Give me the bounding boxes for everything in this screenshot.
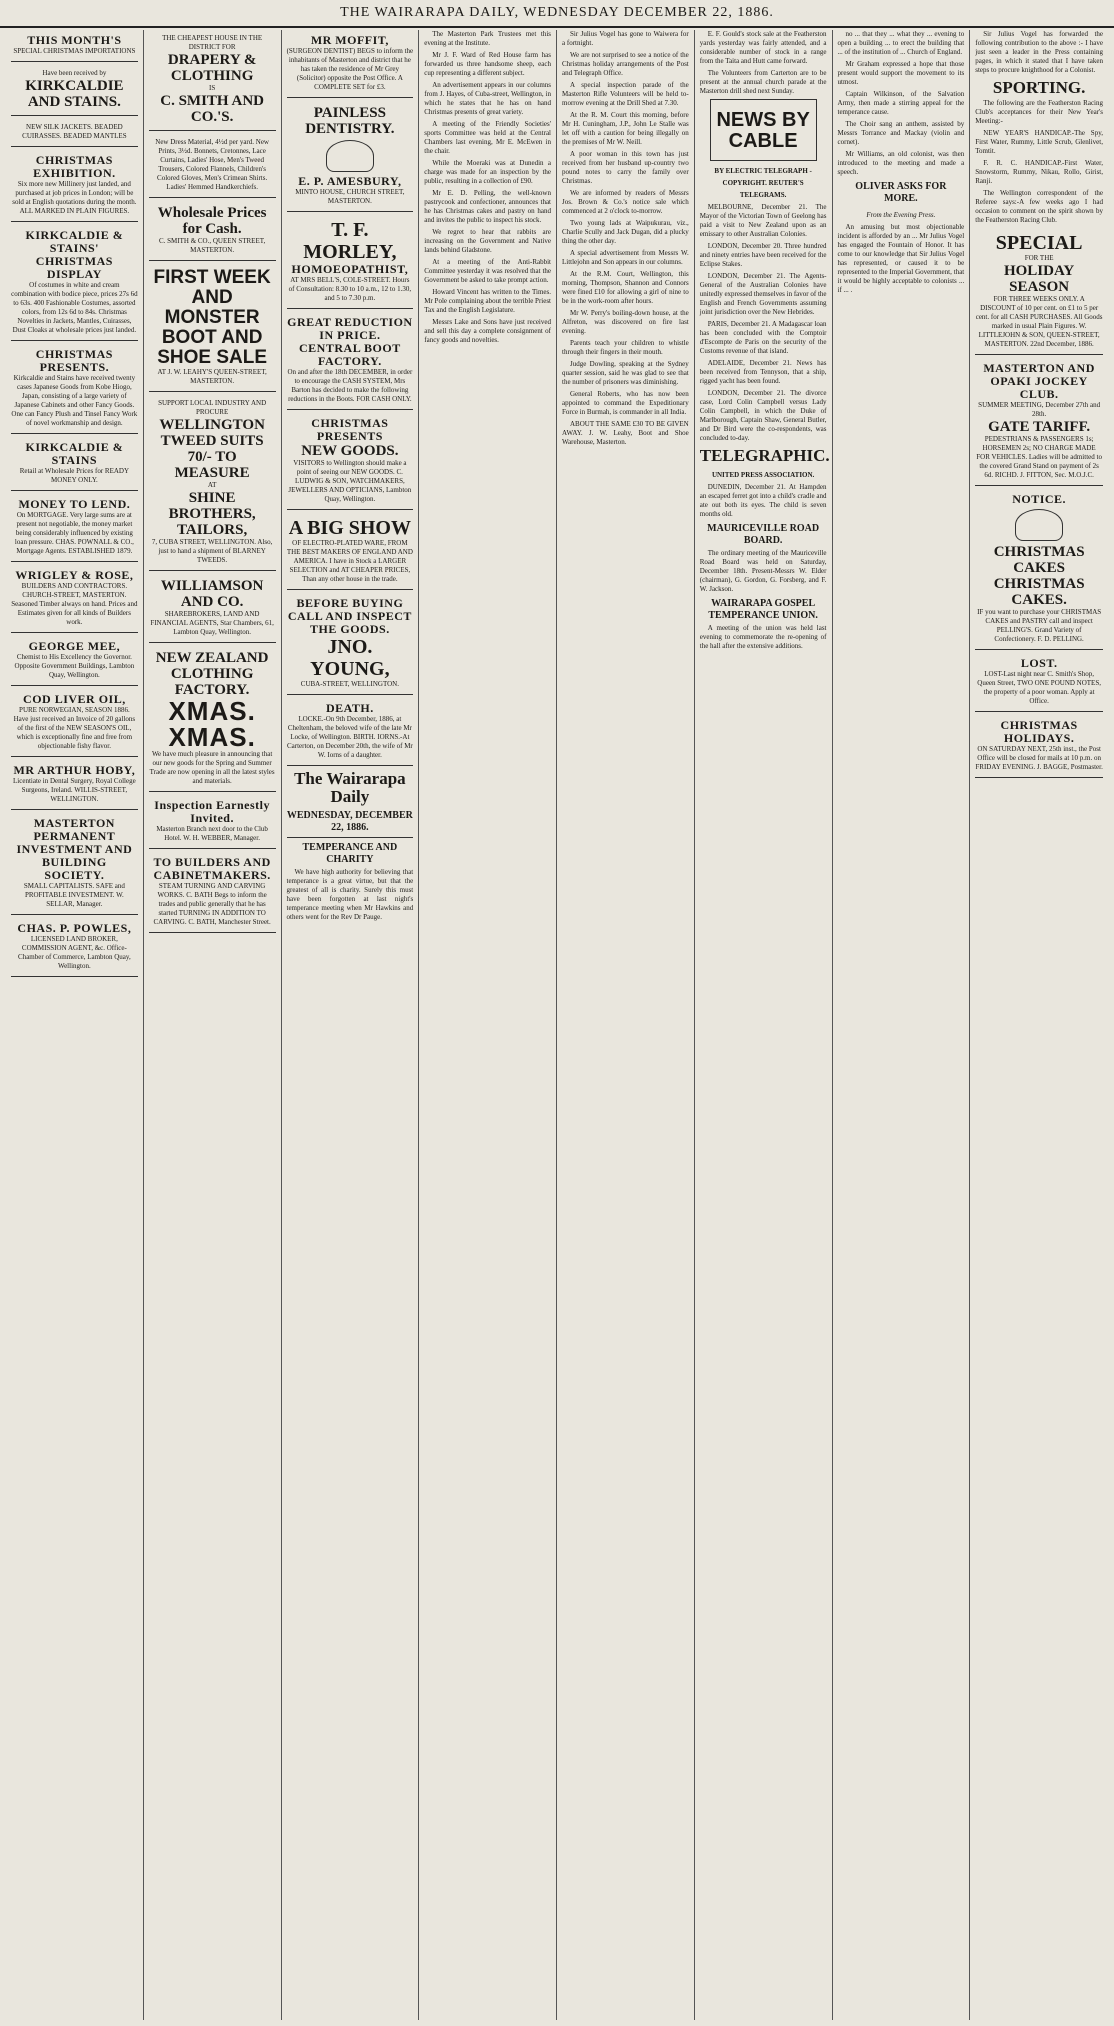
ad-body: IS [209,84,216,92]
news-item: Messrs Lake and Sons have just received and sell this day a complete consignment of fancy goods and novelties. [424,318,551,344]
ad-body: LICENSED LAND BROKER, COMMISSION AGENT, &c. Office-Chamber of Commerce, Lambton Quay, Wellington. [18,935,131,970]
news-item: The Masterton Park Trustees met this evening at the Institute. [424,30,551,47]
news-item: At the R.M. Court, Wellington, this morning, Thompson, Shannon and Connors were fined £10 for allowing a girl of nine to be in the work-room after hours. [562,270,689,305]
news-item: A special advertisement from Messrs W. Littlejohn and Son appears in our columns. [562,249,689,266]
ad-heading: THIS MONTH'S [27,33,122,47]
dateline: WEDNESDAY, DECEMBER 22, 1886. [286,810,413,833]
news-item: Judge Dowling, speaking at the Sydney quarter session, said he was glad to see that the number of prisoners was diminishing. [562,360,689,386]
column-1 [6,30,144,2020]
ad-heading: BEFORE BUYING CALL AND INSPECT THE GOODS. [287,596,412,636]
news-item: While the Moeraki was at Dunedin a charge was made for an inspection by the public, resulting in a collection of £90. [424,159,551,185]
ad-price-list [149,134,276,198]
ad-body: IF you want to purchase your CHRISTMAS CAKES and PASTRY call and inspect PELLING'S. Grand Variety of Confectionery. F. D. PELLING. [977,608,1102,643]
ad-heading: LOST. [1020,656,1058,670]
ad-chas-powles [11,918,138,977]
ad-heading: CHRISTMAS CAKES CHRISTMAS CAKES. [993,544,1085,608]
ad-body: CUBA-STREET, WELLINGTON. [300,680,399,688]
ad-body: (SURGEON DENTIST) BEGS to inform the inhabitants of Masterton and district that he has taken the residence of Mr Grey (Solicitor) opposite the Post Office. A COMPLETE SET for £3. [286,47,414,91]
ad-retail-wholesale [11,437,138,491]
ad-heading: GATE TARIFF. [988,419,1091,435]
ad-central-boot [287,312,414,410]
news-item: Mr W. Perry's boiling-down house, at the Alfreton, was discovered on fire last evening. [562,309,689,335]
oliver-body: An amusing but most objectionable incident is afforded by an ... Mr Julius Vogel has engaged the Fountain of Honor. It has come to our knowledge that Sir Julius Vogel has represented, or caused it to be represented to the Imperial Government, that it would be highly acceptable to colonists ... if ... . [837,223,965,294]
ad-heading: MASTERTON PERMANENT INVESTMENT AND BUILDING SOCIETY. [16,816,133,882]
ad-body: SUPPORT LOCAL INDUSTRY AND PROCURE [158,399,267,416]
ad-body: On and after the 18th DECEMBER, in order to encourage the CASH SYSTEM, Mrs Barton has decided to make the following reductions in the Boots. FOR CASH ONLY. [287,368,413,403]
ad-heading: Inspection Earnestly Invited. [154,798,270,825]
ad-body: FOR THREE WEEKS ONLY. A DISCOUNT of 10 per cent. on £1 to 5 per cent. for all CASH PURCHASES. All Goods marked in usual Plain Figures. W. LITTLEJOHN & SON, QUEEN-STREET, MASTERTON. 22nd December, 1886. [975,295,1103,348]
masthead [0,0,1114,28]
ad-body: Chemist to His Excellency the Governor. Opposite Government Buildings, Lambton Quay, Wellington. [14,653,135,679]
ad-heading: MR ARTHUR HOBY, [13,763,136,777]
ad-body: VISITORS to Wellington should make a point of seeing our NEW GOODS. C. LUDWIG & SON, WATCHMAKERS, JEWELLERS AND OPTICIANS, Lambton Quay, Wellington. [288,459,412,503]
ad-body: SHAREBROKERS, LAND AND FINANCIAL AGENTS, Star Chambers, 61, Lambton Quay, Wellington. [150,610,274,636]
notices-death-birth [287,698,414,766]
ad-heading: NEW GOODS. [301,443,399,459]
ad-heading: CHRISTMAS HOLIDAYS. [1000,718,1078,745]
ad-heading: DEATH. [325,701,374,715]
ad-christmas-presents [11,344,138,434]
article-body: We have high authority for believing that temperance is a great virtue, but that the greatest of all is charity. Surely this must have been forgotten at last night's temperance meeting when Mr Hawkins and others went for the Rev Dr Pauge. [286,868,414,921]
ad-body: Kirkcaldie and Stains have received twenty cases Japanese Goods from Kobe Hiogo, Japan, consisting of a large variety of Japanese Cabinets and other Fancy Goods. One can Fancy Plush and Tinsel Fancy Work of novel workmanship and design. [11,374,138,427]
telegraphic-subheading: UNITED PRESS ASSOCIATION. [711,471,815,479]
news-item: no ... that they ... what they ... evening to open a building ... to erect the building that ... of the institution of ... Church of England. [837,30,965,56]
ad-heading: JNO. YOUNG, [310,636,390,680]
news-item: A meeting of the Friendly Societies' sports Committee was held at the Central Chambers last evening, Mr E. McEwen in the chair. [424,120,551,155]
ad-heading: T. F. MORLEY, [303,219,397,263]
ad-heading: KIRKCALDIE & STAINS [25,440,124,467]
ad-body: Masterton Branch next door to the Club Hotel. W. H. WEBBER, Manager. [156,825,268,842]
inner-masthead: The Wairarapa Daily [294,769,406,806]
ad-body: 7, CUBA STREET, WELLINGTON. Also, just to hand a shipment of BLARNEY TWEEDS. [151,538,273,564]
sporting-item: NEW YEAR'S HANDICAP.-The Spy, First Water, Rummy, Little Scrub, Glenlivet, Tomtit. [975,129,1103,155]
ad-heading: C. SMITH AND CO.'S. [160,93,264,125]
masthead-text: THE WAIRARAPA DAILY, WEDNESDAY DECEMBER 22, 1886. [340,5,774,20]
ad-heading: WELLINGTON TWEED SUITS 70/- TO MEASURE [159,417,265,481]
ad-heading: SHINE BROTHERS, TAILORS, [168,490,256,538]
column-3 [282,30,420,2020]
news-item: Mr J. F. Ward of Red House farm has forwarded us three handsome sheep, each cup representing a different subject. [424,51,551,77]
article-heading: TEMPERANCE AND CHARITY [302,842,398,865]
ad-heading: GREAT REDUCTION IN PRICE. CENTRAL BOOT FACTORY. [287,315,413,368]
cable-item: LONDON, December 21. The Agents-General of the Australian Colonies have unitedly expressed themselves in favor of the English and French Governments assuming joint jurisdiction over the New Hebrides. [699,272,827,316]
ad-heading: Wholesale Prices for Cash. [157,205,267,237]
ad-christmas-cakes [975,489,1103,650]
cable-subheading: BY ELECTRIC TELEGRAPH - COPYRIGHT. REUTER'S TELEGRAMS. [714,167,812,199]
ad-clothing-factory [149,646,276,792]
ad-boot-sale [149,264,276,392]
ad-silk-jackets [11,119,138,147]
ad-heading: SPECIAL [995,232,1083,254]
ad-c-smith-drapery [149,30,276,131]
ad-arthur-hoby [11,760,138,810]
news-item: Sir Julius Vogel has gone to Waiwera for a fortnight. [562,30,689,47]
news-item: At the R. M. Court this morning, before Mr H. Cuningham, J.P., John Le Stalle was let off with a caution for being illegally on the premises of Mr W. Neill. [562,111,689,146]
ad-money-to-lend [11,494,138,562]
news-item: An advertisement appears in our columns from J. Hayes, of Cuba-street, Wellington, in which he states that he has on hand Christmas presents of great variety. [424,81,551,116]
ad-williamson [149,574,276,643]
news-item: ABOUT THE SAME £30 TO BE GIVEN AWAY. J. W. Leahy, Boot and Shoe Warehouse, Masterton. [562,420,689,446]
ad-morley [287,215,414,309]
road-board-body: The ordinary meeting of the Mauriceville Road Board was held on Saturday, December 18th. Present-Messrs W. Elder (chairman), G. Gordon, G. Forsberg, and F. W. Jackson. [699,549,827,593]
sporting-item: F. R. C. HANDICAP.-First Water, Snowstorm, Rummy, Nikau, Rollo, Girist, Ranji. [975,159,1103,185]
ad-body: AT J. W. LEAHY'S QUEEN-STREET, MASTERTON. [157,368,267,385]
news-item: Parents teach your children to whistle through their fingers in their mouth. [562,339,689,356]
ad-body: LOCKE.-On 9th December, 1886, at Cheltenham, the beloved wife of the late Mr Locke, of Wellington. BIRTH. IORNS.-At Carterton, on December 20th, the wife of Mr W. Iorns of a daughter. [286,715,413,759]
ad-body: LOST-Last night near C. Smith's Shop, Queen Street, TWO ONE POUND NOTES, the property of a poor woman. Apply at Office. [977,670,1101,705]
ad-heading: CHRISTMAS PRESENTS. [35,347,113,374]
ad-heading: MASTERTON AND OPAKI JOCKEY CLUB. [983,361,1095,401]
ad-heading: NOTICE. [1012,492,1067,506]
ad-kirkcaldie-stains [11,65,138,116]
ad-body: NEW SILK JACKETS. BEADED CUIRASSES. BEADED MANTLES [22,123,127,140]
ad-heading: WRIGLEY & ROSE, [15,568,134,582]
ad-lost-notes [975,653,1103,712]
news-item: The Choir sang an anthem, assisted by Messrs Torrance and Mackay (violin and cornet). [837,120,965,146]
ad-body: Retail at Wholesale Prices for READY MONEY ONLY. [19,467,130,484]
cable-item: MELBOURNE, December 21. The Mayor of the Victorian Town of Geelong has paid a visit to New Zealand upon as an emissary to other Australian Colonies. [699,203,827,238]
ad-heading: MR MOFFIT, [310,33,389,47]
news-item: A special inspection parade of the Masterton Rifle Volunteers will be held to-morrow evening at the Drill Shed at 7.30. [562,81,689,107]
ad-heading: GEORGE MEE, [28,639,121,653]
ad-wholesale-cash [149,201,276,261]
ad-heading: WILLIAMSON AND CO. [160,578,264,610]
news-item: General Roberts, who has now been appointed to command the Expeditionary Force in Burmah, is commander in all India. [562,390,689,416]
news-item: We are not surprised to see a notice of the Christmas holiday arrangements of the Post and Telegraph Office. [562,51,689,77]
ad-body: Of costumes in white and cream combination with bodice piece, prices 27s 6d to 63s. 400 Fashionable Costumes, assorted colors, from 12s 6d to 84s. Christmas Novelties in Jackets, Mantles, Cuirasses, Dust Cloaks at wholesale prices just landed. [11,281,138,334]
ad-body: SMALL CAPITALISTS. SAFE and PROFITABLE INVESTMENT. W. SELLAR, Manager. [23,882,125,908]
ad-painless-dentistry [287,101,414,212]
ad-body: SUMMER MEETING, December 27th and 28th. [978,401,1101,418]
news-item: Mr Williams, an old colonist, was then introduced to the meeting and made a speech. [837,150,965,176]
ad-body: ON SATURDAY NEXT, 25th inst., the Post Office will be closed for mails at 10 p.m. on FRIDAY EVENING. J. BAGGE, Postmaster. [975,745,1103,771]
ad-christmas-holidays [975,715,1103,778]
ad-heading: PAINLESS DENTISTRY. [305,105,395,137]
ad-body: BUILDERS AND CONTRACTORS. CHURCH-STREET, MASTERTON. Seasoned Timber always on hand. Prices and Estimates given for all kinds of Builders work. [11,582,138,626]
sporting-item: The following are the Featherston Racing Club's acceptances for their New Year's Meeting:- [975,99,1103,125]
ad-body: PURE NORWEGIAN, SEASON 1886. Have just received an Invoice of 20 gallons of the first of the NEW SEASON'S OIL, which is exceptionally fine and free from objectionable fishy flavor. [13,706,136,750]
divider [287,837,414,838]
ad-heading: MONEY TO LEND. [18,497,131,511]
ad-heading: NEW ZEALAND CLOTHING FACTORY. [155,650,269,698]
ad-heading: HOLIDAY SEASON [1003,263,1075,295]
ad-body: OF ELECTRO-PLATED WARE, FROM THE BEST MAKERS OF ENGLAND AND AMERICA. I have in Stock a LARGER SELECTION and AT CHEAPER PRICES, Than any other house in the trade. [286,539,413,583]
ad-body: AT [207,481,217,489]
ad-heading-xmas: XMAS. XMAS. [168,696,256,752]
cable-heading: NEWS BY CABLE [716,109,810,152]
ad-wrigley-rose [11,565,138,633]
ad-heading: KIRKCALDIE & STAINS' CHRISTMAS DISPLAY [25,228,124,281]
ad-body: MINTO HOUSE, CHURCH STREET, MASTERTON. [295,188,405,205]
ad-heading: COD LIVER OIL, [23,692,126,706]
ad-heading: HOMOEOPATHIST, [291,262,409,276]
ad-body: Licentiate in Dental Surgery, Royal College Surgeons, Ireland. WILLIS-STREET, WELLINGTON. [13,777,136,803]
ad-months-importations [11,30,138,62]
news-item: Two young lads at Waipukurau, viz., Charlie Scully and Jack Dugan, did a plucky thing the other day. [562,219,689,245]
road-board-heading: MAURICEVILLE ROAD BOARD. [707,523,820,546]
ad-big-show [287,513,414,590]
cake-illustration-icon [1015,509,1063,541]
telegraphic-item: DUNEDIN, December 21. At Hampden an escaped ferret got into a child's cradle and ate out both its eyes. The child is seven months old. [699,483,827,518]
ad-jockey-club [975,358,1103,486]
ad-body: We have much pleasure in announcing that our new goods for the Spring and Summer Trade are now opening in all the latest styles and materials. [149,750,275,785]
news-item: A poor woman in this town has just received from her husband up-country two pound notes to carry the family over Christmas. [562,150,689,185]
ad-george-mee [11,636,138,686]
ad-body: THE CHEAPEST HOUSE IN THE DISTRICT FOR [162,34,263,51]
ad-heading: TO BUILDERS AND CABINETMAKERS. [153,855,271,882]
ad-body: Six more new Millinery just landed, and purchased at job prices in London; will be sold at English quotations during the month. ALL MARKED IN PLAIN FIGURES. [12,180,137,215]
column-4 [419,30,557,2020]
sporting-item: The Wellington correspondent of the Referee says:-A few weeks ago I had occasion to comment on the spirit shown by the Featherston Racing Club. [975,189,1103,224]
ad-body: AT MRS BELL'S, COLE-STREET. Hours of Consultation: 8.30 to 10 a.m., 12 to 1.30, and 5 to 7.30 p.m. [288,276,412,302]
ad-building-society [11,813,138,915]
news-item: Sir Julius Vogel has forwarded the following contribution to the above :- I have just seen a leader in the Press containing pages, in which it stated that I have taken steps to procure knighthood for a Colonist. [975,30,1103,74]
news-item: Mr Graham expressed a hope that those present would support the movement to its utmost. [837,60,965,86]
ad-shine-brothers [149,395,276,571]
news-item: Howard Vincent has written to the Times. Mr Pole complaining about the terrible Priest Tax and the English Legislature. [424,288,552,314]
news-item: E. F. Gould's stock sale at the Featherston yards yesterday was fairly attended, and a considerable number of stock in a range from the Taita and Hutt came forward. [699,30,827,65]
ad-heading: E. P. AMESBURY, [298,174,402,188]
oliver-heading: OLIVER ASKS FOR MORE. [855,181,947,204]
news-item: We are informed by readers of Messrs Jos. Brown & Co.'s notice sale which commenced at 2 o'clock to-morrow. [562,189,689,215]
ad-cod-liver-oil [11,689,138,757]
ad-heading: CHRISTMAS EXHIBITION. [33,153,116,180]
column-6 [695,30,833,2020]
ad-heading: CHAS. P. POWLES, [17,921,132,935]
ad-jno-young [287,593,414,695]
news-item: We regret to hear that rabbits are increasing on the Government and Native lands behind Gladstone. [424,228,551,254]
column-5 [557,30,695,2020]
ad-body: On MORTGAGE. Very large sums are at present not negotiable, the money market being considerably influenced by existing loan pressure. CHAS. POWNALL & CO., Mortgage Agents. ESTABLISHED 1879. [14,511,134,555]
columns [6,30,1108,2020]
ad-moffit [287,30,414,98]
ad-body: FOR THE [1024,254,1054,262]
cable-item: ADELAIDE, December 21. News has been received from Tennyson, that a ship, rigged yacht has been found. [699,359,827,385]
oliver-subheading: From the Evening Press. [866,211,936,219]
ad-body: C. SMITH & CO., QUEEN STREET, MASTERTON. [159,237,266,254]
cable-item: LONDON, December 21. The divorce case, Lord Colin Campbell versus Lady Colin Campbell, in which the Duke of Marlborough, Captain Shaw, General Butler, and Dr Bird were the co-respondents, was concluded to-day. [699,389,827,442]
gospel-heading: WAIRARAPA GOSPEL TEMPERANCE UNION. [708,598,818,621]
ad-body: STEAM TURNING AND CARVING WORKS. C. BATH Begs to inform the trades and public generally that he has started TURNING IN ADDITION TO CARVING. C. BATH, Manchester Street. [153,882,271,926]
column-7 [833,30,971,2020]
cable-item: PARIS, December 21. A Madagascar loan has been concluded with the Comptoir d'Escompte de Paris on the security of the Customs revenue of that island. [699,320,827,355]
cable-heading-box [710,99,817,161]
ad-heading: FIRST WEEK AND MONSTER BOOT AND SHOE SALE [153,267,271,368]
ad-builders [149,852,276,933]
ad-body: Have been received by [42,69,107,77]
ad-christmas-exhibition [11,150,138,222]
telegraphic-heading: TELEGRAPHIC. [699,446,830,465]
news-item: The Volunteers from Carterton are to be present at the annual church parade at the Masterton drill shed next Sunday. [699,69,827,95]
news-item: At a meeting of the Anti-Rabbit Committee yesterday it was resolved that the Government be asked to take prompt action. [424,258,551,284]
ad-christmas-display [11,225,138,341]
ad-body: New Dress Material, 4½d per yard. New Prints, 3½d. Bonnets, Cretonnes, Lace Curtains, Ladies' Hose, Men's Tweed Trousers, Colored Flannels, Children's Colored Gloves, Men's Crimean Shirts. Ladies' Hemmed Handkerchiefs. [155,138,269,191]
ad-holiday-special [975,228,1103,355]
ad-heading: DRAPERY & CLOTHING [167,52,257,84]
ad-heading: CHRISTMAS PRESENTS [311,416,389,443]
dentistry-emblem-icon [326,140,374,172]
gospel-body: A meeting of the union was held last evening to commemorate the re-opening of the hall after the extensive additions. [699,624,827,650]
ad-heading: A BIG SHOW [288,517,411,539]
ad-ludwig [287,413,414,510]
sporting-heading: SPORTING. [992,78,1086,97]
column-2 [144,30,282,2020]
ad-body: PEDESTRIANS & PASSENGERS 1s; HORSEMEN 2s; NO CHARGE MADE FOR VEHICLES. Ladies will be admitted to the covered Grand Stand on payment of 2s 6d. RICHD. J. FITTON, Sec. M.O.J.C. [976,435,1102,479]
ad-inspection [149,795,276,849]
ad-body: SPECIAL CHRISTMAS IMPORTATIONS [13,47,136,55]
column-8 [970,30,1108,2020]
ad-heading: KIRKCALDIE AND STAINS. [25,78,124,110]
news-item: Captain Wilkinson, of the Salvation Army, then made a stirring appeal for the temperance cause. [837,90,965,116]
cable-item: LONDON, December 20. Three hundred and ninety entries have been received for the Eclipse Stakes. [699,242,827,268]
news-item: Mr E. D. Pelling, the well-known pastrycook and confectioner, announces that he has Christmas cakes and pastry on hand and invites the public to inspect his stock. [424,189,551,224]
